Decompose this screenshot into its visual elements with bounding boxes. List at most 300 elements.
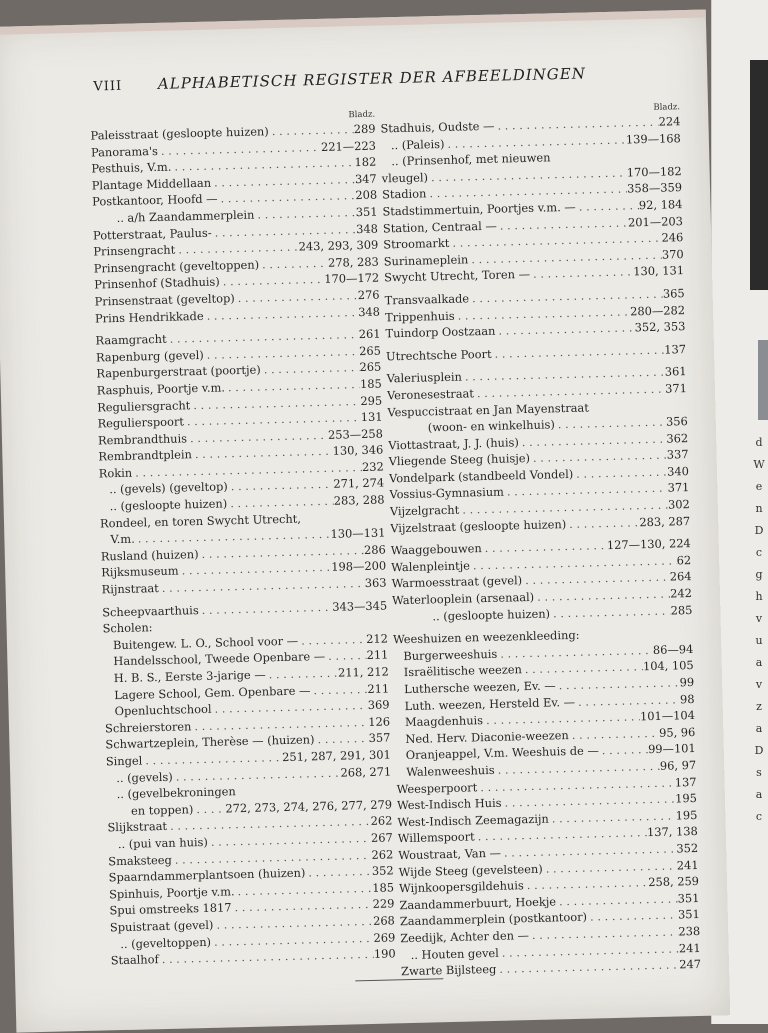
entry-name: Zaandammerplein (postkantoor) xyxy=(399,909,588,929)
entry-page-ref: 268 xyxy=(372,913,396,928)
entry-name: Rapenburgerstraat (poortje) xyxy=(96,362,261,381)
dot-leader xyxy=(325,648,367,663)
entry-name: Rasphuis, Poortje v.m. xyxy=(96,380,226,398)
entry-name: Potterstraat, Paulus- xyxy=(92,225,212,243)
entry-name: Wijnkoopersgildehuis xyxy=(398,878,524,896)
entry-name: Station, Centraal — xyxy=(382,218,497,236)
entry-name: Oranjeappel, V.m. Weeshuis de — xyxy=(405,743,599,763)
entry-page-ref: 232 xyxy=(361,459,384,474)
entry-page-ref: 101—104 xyxy=(639,708,696,724)
entry-name: Prinsenstraat (geveltop) xyxy=(94,291,235,309)
entry-name: Vijzelstraat (gesloopte huizen) xyxy=(390,516,567,536)
dot-leader xyxy=(266,666,339,682)
entry-name: Spuistraat (gevel) xyxy=(109,917,214,935)
dot-leader xyxy=(298,632,366,648)
entry-page-ref: 127—130, 224 xyxy=(606,536,691,553)
dot-leader xyxy=(217,188,355,205)
dot-leader xyxy=(587,908,678,924)
adjacent-page-letter: D xyxy=(754,744,764,757)
dot-leader xyxy=(204,344,360,362)
index-entry xyxy=(386,342,686,366)
dot-leader xyxy=(314,731,368,746)
dot-leader xyxy=(231,897,372,914)
entry-name: Transvaalkade xyxy=(384,291,470,308)
entry-page-ref: 295 xyxy=(360,393,383,408)
entry-name: Swycht Utrecht, Toren — xyxy=(383,267,531,285)
dot-leader xyxy=(556,891,678,908)
entry-page-ref: 285 xyxy=(670,602,693,618)
entry-page-ref: 267 xyxy=(370,830,393,845)
entry-name: Trippenhuis xyxy=(384,308,455,324)
entry-name: Vespuccistraat en Jan Mayenstraat xyxy=(387,399,589,419)
adjacent-page-letter: W xyxy=(753,458,765,471)
entry-page-ref: 182 xyxy=(354,154,377,170)
entry-name: Rokin xyxy=(98,465,133,481)
right-index-column xyxy=(380,102,701,981)
entry-name: Waaggebouwen xyxy=(390,541,482,558)
dot-leader xyxy=(501,792,675,810)
dot-leader xyxy=(191,715,368,733)
dot-leader xyxy=(178,560,331,578)
entry-name: .. a/h Zaandammerplein xyxy=(116,207,255,225)
dot-leader xyxy=(175,240,299,257)
entry-page-ref: 241 xyxy=(676,857,699,872)
dot-leader xyxy=(494,759,660,777)
entry-name: Utrechtsche Poort xyxy=(385,346,492,364)
entry-name: .. (gesloopte huizen) xyxy=(109,496,228,514)
dot-leader xyxy=(497,215,629,232)
adjacent-page-letter: z xyxy=(756,700,762,713)
entry-name: Plantage Middellaan xyxy=(91,175,212,193)
entry-page-ref: 211, 212 xyxy=(337,664,389,680)
dot-leader xyxy=(269,122,354,138)
left-index-column xyxy=(90,110,396,970)
entry-name: Wijde Steeg (gevelsteen) xyxy=(398,861,543,879)
entry-name: Rapenburg (gevel) xyxy=(95,347,204,365)
entry-name: Regulierspoort xyxy=(97,414,185,431)
entry-page-ref: 253—258 xyxy=(327,426,384,442)
entry-name: Rondeel, en toren Swycht Utrecht, xyxy=(99,511,302,531)
entry-page-ref: 362 xyxy=(666,430,689,446)
entry-page-ref: 347 xyxy=(354,171,377,186)
adjacent-page-letter: a xyxy=(755,656,763,669)
entry-name: .. (Prinsenhof, met nieuwen xyxy=(391,150,551,169)
entry-page-ref: 246 xyxy=(661,230,684,245)
page-header xyxy=(93,62,693,95)
entry-name: Surinameplein xyxy=(383,252,469,269)
dot-leader xyxy=(225,377,360,394)
dot-leader xyxy=(187,428,328,445)
adjacent-page-dark-band xyxy=(750,60,768,290)
entry-name: vleugel) xyxy=(381,170,429,186)
adjacent-page-letter: u xyxy=(755,634,763,647)
adjacent-page-letter: D xyxy=(754,524,764,537)
entry-name: V.m. xyxy=(110,531,135,547)
entry-page-ref: 185 xyxy=(372,880,395,895)
entry-page-ref: 95, 96 xyxy=(658,724,696,740)
entry-page-ref: 208 xyxy=(355,187,378,203)
entry-page-ref: 337 xyxy=(666,447,689,462)
dot-leader xyxy=(211,698,368,716)
dot-leader xyxy=(211,930,374,948)
entry-page-ref: 96, 97 xyxy=(659,757,697,773)
entry-name: Panorama's xyxy=(90,143,159,160)
entry-page-ref: 104, 105 xyxy=(642,658,694,674)
dot-leader xyxy=(192,444,333,461)
dot-leader xyxy=(462,365,665,384)
entry-page-ref: 86—94 xyxy=(652,641,694,657)
dot-leader xyxy=(305,864,372,880)
entry-name: Prinsenhof (Stadhuis) xyxy=(94,274,220,292)
entry-name: Walenweeshuis xyxy=(406,762,495,780)
adjacent-page-letter: v xyxy=(755,612,763,625)
dot-leader xyxy=(444,132,626,150)
entry-name: .. (Paleis) xyxy=(390,136,445,152)
dot-leader xyxy=(504,481,668,499)
entry-page-ref: 280—282 xyxy=(629,302,686,318)
dot-leader xyxy=(166,327,358,346)
dot-leader xyxy=(555,415,667,432)
dot-leader xyxy=(254,205,356,221)
entry-page-ref: 351 xyxy=(677,907,700,922)
entry-name: Stroomarkt xyxy=(383,235,450,252)
entry-page-ref: 251, 287, 291, 301 xyxy=(281,747,391,765)
dot-leader xyxy=(566,515,640,531)
dot-leader xyxy=(494,115,659,133)
entry-page-ref: 343—345 xyxy=(332,598,388,614)
entry-name: Vondelpark (standbeeld Vondel) xyxy=(388,466,574,486)
entry-page-ref: 363 xyxy=(364,575,387,591)
entry-name: .. (gevels) (geveltop) xyxy=(109,479,228,497)
entry-name: Weesperpoort xyxy=(396,779,478,796)
entry-page-ref: 62 xyxy=(676,552,692,568)
adjacent-page-letter: a xyxy=(755,788,763,801)
dot-leader xyxy=(491,342,664,360)
entry-page-ref: 99—101 xyxy=(647,741,696,757)
entry-page-ref: 357 xyxy=(368,730,391,746)
entry-page-ref: 130, 346 xyxy=(332,442,384,459)
entry-name: Stadion xyxy=(381,186,427,202)
dot-leader xyxy=(190,394,360,412)
dot-leader xyxy=(235,288,358,305)
entry-page-ref: 269 xyxy=(373,929,396,945)
entry-name: Vijzelgracht xyxy=(389,502,460,519)
entry-name: West-Indisch Zeemagazijn xyxy=(397,811,549,830)
entry-page-ref: 286 xyxy=(363,542,386,557)
entry-page-ref: 369 xyxy=(367,697,390,713)
entry-name: Woustraat, Van — xyxy=(398,845,502,863)
dot-leader xyxy=(158,140,321,158)
entry-name: Handelsschool, Tweede Openbare — xyxy=(113,649,326,669)
adjacent-page-letter: h xyxy=(755,590,763,603)
entry-page-ref: 242 xyxy=(670,586,693,601)
entry-page-ref: 211 xyxy=(366,647,389,663)
entry-page-ref: 130—131 xyxy=(330,525,386,542)
dot-leader xyxy=(261,360,360,376)
entry-page-ref: 243, 293, 309 xyxy=(298,237,379,254)
entry-page-ref: 92, 184 xyxy=(638,197,683,213)
dot-leader xyxy=(497,643,653,661)
entry-page-ref: 265 xyxy=(359,359,382,375)
entry-page-ref: 278, 283 xyxy=(327,254,379,270)
entry-name: Waterlooplein (arsenaal) xyxy=(391,589,535,608)
entry-page-ref: 241 xyxy=(678,940,701,955)
dot-leader xyxy=(575,692,680,709)
bladz-label: Bladz. xyxy=(348,109,376,121)
entry-page-ref: 258, 259 xyxy=(648,874,700,890)
dot-leader xyxy=(550,603,671,620)
adjacent-page-letter: n xyxy=(755,502,763,515)
entry-page-ref: 289 xyxy=(353,121,376,137)
dot-leader xyxy=(259,256,328,272)
entry-page-ref: 137 xyxy=(674,774,697,790)
entry-name: (woon- en winkelhuis) xyxy=(427,417,555,435)
dot-leader xyxy=(208,831,372,849)
entry-name: Scheepvaarthuis xyxy=(102,602,199,620)
entry-page-ref: 211 xyxy=(367,681,390,696)
dot-leader xyxy=(529,924,679,942)
dot-leader xyxy=(482,538,608,555)
entry-name: H. B. S., Eerste 3-jarige — xyxy=(113,667,266,686)
dot-leader xyxy=(193,801,225,816)
dot-leader xyxy=(203,305,358,323)
entry-page-ref: 283, 287 xyxy=(639,513,691,529)
dot-leader xyxy=(475,826,648,844)
entry-page-ref: 185 xyxy=(359,376,382,391)
entry-page-ref: 137 xyxy=(664,341,687,357)
entry-page-ref: 272, 273, 274, 276, 277, 279 xyxy=(225,797,393,816)
dot-leader xyxy=(530,448,667,465)
entry-name: Scholen: xyxy=(102,620,153,636)
entry-name: Slijkstraat xyxy=(107,819,168,835)
entry-page-ref: 265 xyxy=(358,343,382,358)
entry-name: Rijksmuseum xyxy=(101,563,179,580)
entry-name: Zaandammerbuurt, Hoekje xyxy=(399,894,557,912)
entry-page-ref: 130, 131 xyxy=(633,263,685,279)
entry-page-ref: 126 xyxy=(368,714,391,729)
dot-leader xyxy=(184,410,361,428)
dot-leader xyxy=(522,660,644,677)
entry-name: Singel xyxy=(105,753,143,769)
entry-name: Vliegende Steeg (huisje) xyxy=(388,451,531,469)
entry-name: Rijnstraat xyxy=(101,581,159,597)
dot-leader xyxy=(573,464,667,480)
dot-leader xyxy=(576,198,640,214)
dot-leader xyxy=(499,941,679,959)
entry-page-ref: 99 xyxy=(679,674,695,690)
entry-name: Valeriusplein xyxy=(386,369,463,386)
entry-name: Staalhof xyxy=(110,952,159,968)
entry-name: Rembrandthuis xyxy=(97,430,188,448)
dot-leader xyxy=(543,858,677,875)
entry-page-ref: 352, 353 xyxy=(634,319,686,335)
dot-leader xyxy=(524,875,649,892)
entry-name: Rembrandtplein xyxy=(98,447,193,464)
entry-name: Lagere School, Gem. Openbare — xyxy=(114,682,311,702)
entry-page-ref: 261 xyxy=(358,326,381,342)
dot-leader xyxy=(534,587,670,604)
dot-leader xyxy=(483,710,640,728)
entry-page-ref: 352 xyxy=(676,840,699,856)
entry-name: Prinsengracht xyxy=(93,242,176,259)
bladz-label: Bladz. xyxy=(653,102,681,113)
entry-name: Veronesestraat xyxy=(386,386,475,403)
entry-name: Paleisstraat (gesloopte huizen) xyxy=(90,124,269,143)
entry-name: Zeedijk, Achter den — xyxy=(400,928,530,946)
adjacent-page-image xyxy=(758,340,768,420)
entry-page-ref: 190 xyxy=(373,946,396,961)
adjacent-page-letters xyxy=(752,432,766,828)
entry-name: Smaksteeg xyxy=(108,852,172,868)
adjacent-page-letter: c xyxy=(755,546,763,559)
entry-page-ref: 212 xyxy=(366,631,389,646)
entry-name: en toppen) xyxy=(130,802,194,818)
page-title: ALPHABETISCH REGISTER DER AFBEELDINGEN xyxy=(157,64,587,93)
entry-name: Prinsengracht (geveltoppen) xyxy=(93,257,260,276)
entry-name: Maagdenhuis xyxy=(404,713,484,730)
left-index-list xyxy=(90,122,395,970)
entry-page-ref: 268, 271 xyxy=(340,763,392,780)
dot-leader xyxy=(519,431,667,449)
entry-page-ref: 302 xyxy=(667,497,690,512)
entry-page-ref: 370 xyxy=(661,246,684,262)
entry-name: Luth. weezen, Hersteld Ev. — xyxy=(404,694,576,713)
entry-name: Schwartzeplein, Therèse — (huizen) xyxy=(105,732,315,752)
entry-name: Schreierstoren xyxy=(104,719,192,736)
entry-name: Weeshuizen en weezenkleeding: xyxy=(392,627,580,647)
entry-page-ref: 348 xyxy=(358,304,381,319)
entry-page-ref: 229 xyxy=(372,896,395,912)
entry-name: Tuindorp Oostzaan xyxy=(385,323,496,341)
dot-leader xyxy=(501,841,677,859)
dot-leader xyxy=(234,881,372,898)
page-number: VIII xyxy=(93,78,123,95)
entry-page-ref: 139—168 xyxy=(625,130,681,147)
entry-page-ref: 271, 274 xyxy=(333,475,385,492)
entry-name: Spinhuis, Poortje v.m. xyxy=(108,883,235,902)
entry-page-ref: 365 xyxy=(662,286,685,301)
dot-leader xyxy=(549,808,676,825)
entry-name: .. (gevelbekroningen xyxy=(116,784,236,802)
entry-name: Openluchtschool xyxy=(114,701,212,719)
adjacent-page-letter: e xyxy=(755,480,763,493)
entry-page-ref: 262 xyxy=(370,813,393,829)
entry-name: West-Indisch Huis xyxy=(396,795,502,813)
dot-leader xyxy=(198,543,364,561)
right-index-list xyxy=(380,114,701,981)
dot-leader xyxy=(454,304,630,322)
entry-name: Warmoesstraat (gevel) xyxy=(391,573,523,591)
entry-name: Stadstimmertuin, Poortjes v.m. — xyxy=(382,199,576,219)
entry-page-ref: 276 xyxy=(357,287,380,303)
entry-name: Pesthuis, V.m. xyxy=(91,159,172,176)
entry-name: Prins Hendrikkade xyxy=(94,308,204,326)
dot-leader xyxy=(211,222,356,240)
entry-name: .. (gesloopte huizen) xyxy=(432,606,551,623)
entry-name: Viottastraat, J. J. (huis) xyxy=(388,434,519,453)
entry-page-ref: 358—359 xyxy=(626,180,683,196)
entry-name: Israëlitische weezen xyxy=(403,662,522,680)
entry-page-ref: 238 xyxy=(678,923,701,939)
book-page xyxy=(0,10,730,1033)
entry-name: Rusland (huizen) xyxy=(100,546,199,564)
dot-leader xyxy=(211,172,355,190)
entry-page-ref: 340 xyxy=(667,463,690,479)
entry-name: Stadhuis, Oudste — xyxy=(380,118,495,136)
dot-leader xyxy=(569,726,660,742)
entry-page-ref: 356 xyxy=(665,414,688,429)
adjacent-page-letter: v xyxy=(755,678,763,691)
entry-page-ref: 131 xyxy=(360,409,383,425)
entry-page-ref: 221—223 xyxy=(320,138,377,154)
dot-leader xyxy=(227,494,334,511)
adjacent-page-letter: d xyxy=(755,436,763,449)
dot-leader xyxy=(599,743,649,758)
dot-leader xyxy=(310,682,367,697)
entry-page-ref: 224 xyxy=(658,114,681,129)
dot-leader xyxy=(522,570,670,588)
entry-name: .. (pui van huis) xyxy=(117,834,209,852)
entry-name: Vossius-Gymnasium xyxy=(389,485,505,502)
entry-page-ref: 348 xyxy=(356,221,379,236)
entry-page-ref: 195 xyxy=(675,807,698,823)
entry-page-ref: 201—203 xyxy=(627,213,684,230)
entry-name: Ned. Herv. Diaconie-weezen xyxy=(405,727,569,746)
dot-leader xyxy=(213,914,373,932)
dot-leader xyxy=(220,272,325,289)
dot-leader xyxy=(228,477,334,494)
entry-name: Postkantoor, Hoofd — xyxy=(92,191,218,209)
dot-leader xyxy=(173,765,341,783)
adjacent-page-letter: g xyxy=(755,568,763,581)
entry-name: .. (geveltoppen) xyxy=(120,934,212,951)
entry-page-ref: 283, 288 xyxy=(333,492,385,508)
entry-page-ref: 170—172 xyxy=(324,270,380,287)
entry-page-ref: 361 xyxy=(664,364,687,379)
entry-name: Spaarndammerplantsoen (huizen) xyxy=(108,865,306,885)
entry-page-ref: 371 xyxy=(665,380,688,396)
entry-name: Spui omstreeks 1817 xyxy=(109,900,232,918)
entry-name: Buitengew. L. O., School voor — xyxy=(112,633,299,652)
dot-leader xyxy=(469,287,663,306)
entry-name: Luthersche weezen, Ev. — xyxy=(404,678,556,697)
entry-page-ref: 351 xyxy=(677,890,700,906)
entry-name: Willemspoort xyxy=(397,829,475,846)
entry-page-ref: 198—200 xyxy=(331,558,387,575)
adjacent-page-letter: a xyxy=(755,722,763,735)
adjacent-page-letter: s xyxy=(756,766,762,779)
entry-name: Burgerweeshuis xyxy=(403,646,498,663)
entry-page-ref: 262 xyxy=(371,846,394,862)
entry-name: Reguliersgracht xyxy=(97,397,191,414)
entry-page-ref: 137, 138 xyxy=(646,824,698,840)
dot-leader xyxy=(142,750,282,767)
entry-name: Walenpleintje xyxy=(391,558,471,575)
entry-page-ref: 195 xyxy=(675,791,698,806)
entry-name: .. (gevels) xyxy=(116,769,173,785)
entry-page-ref: 351 xyxy=(355,204,378,220)
dot-leader xyxy=(530,265,634,282)
dot-leader xyxy=(495,320,635,337)
dot-leader xyxy=(199,599,333,616)
entry-name: Raamgracht xyxy=(95,331,167,348)
entry-name: Zwarte Bijlsteeg xyxy=(400,961,497,979)
entry-page-ref: 98 xyxy=(679,691,695,706)
entry-name: .. Houten gevel xyxy=(410,945,499,962)
entry-page-ref: 371 xyxy=(667,480,690,496)
adjacent-page-letter: c xyxy=(755,810,763,823)
entry-page-ref: 352 xyxy=(371,863,394,879)
